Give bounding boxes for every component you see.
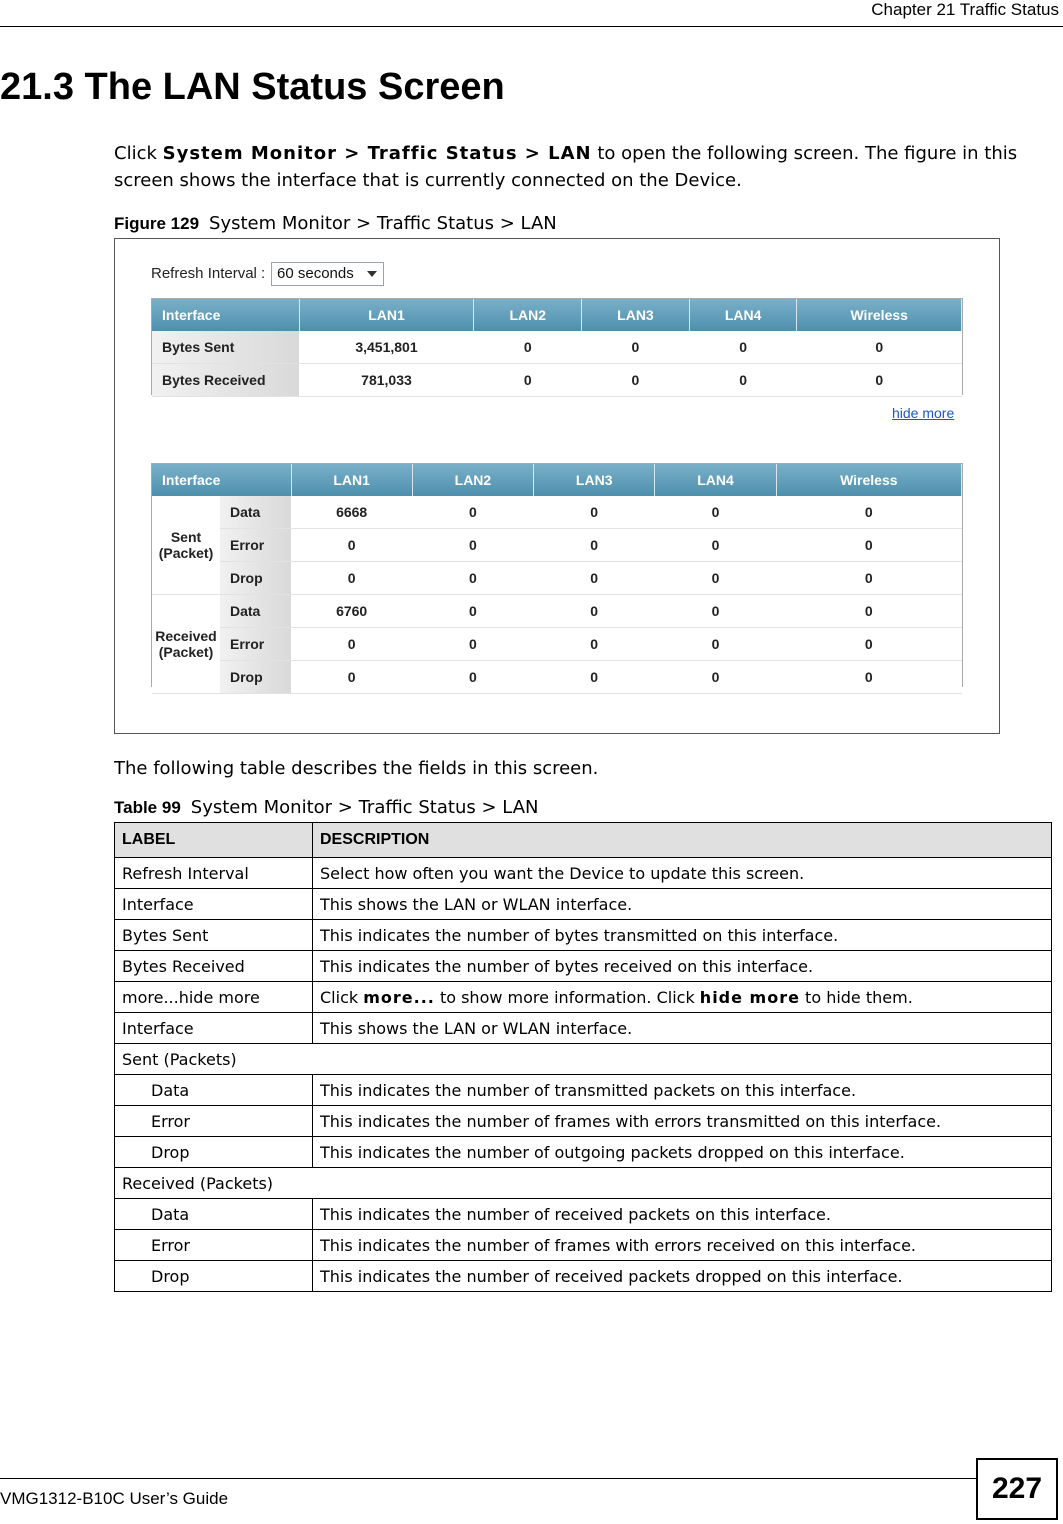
field-description: This indicates the number of bytes transmitted on this interface. — [313, 920, 1052, 951]
bytes-table — [152, 299, 962, 397]
footer-rule — [0, 1478, 976, 1479]
field-label: Bytes Received — [115, 951, 313, 982]
cell-value: 781,033 — [299, 364, 474, 397]
table-row — [115, 1261, 1052, 1292]
chevron-down-icon — [367, 271, 377, 277]
packet-table-header — [152, 464, 962, 496]
table-row — [115, 1075, 1052, 1106]
column-header-5: Wireless — [776, 464, 961, 496]
table-row — [115, 889, 1052, 920]
cell-value: 0 — [776, 595, 961, 628]
group-row-label: Sent (Packets) — [115, 1044, 1052, 1075]
intro-line2: screen shows the interface that is currently connected on the Device. — [114, 170, 742, 191]
column-header-1: LAN1 — [291, 464, 412, 496]
section-title: 21.3 The LAN Status Screen — [0, 66, 505, 108]
cell-value: 0 — [534, 595, 655, 628]
packet-table — [152, 464, 962, 694]
cell-value: 0 — [474, 331, 582, 364]
cell-value: 0 — [412, 562, 533, 595]
field-description — [313, 982, 1052, 1013]
intro-pre: Click — [114, 143, 163, 164]
description-table-header — [115, 823, 1052, 858]
field-label: Drop — [115, 1261, 313, 1292]
cell-value: 0 — [534, 529, 655, 562]
group-row-label: Received (Packets) — [115, 1168, 1052, 1199]
field-description: This indicates the number of frames with errors transmitted on this interface. — [313, 1106, 1052, 1137]
cell-value: 0 — [291, 628, 412, 661]
field-description: This indicates the number of outgoing packets dropped on this interface. — [313, 1137, 1052, 1168]
description-desc-b2: hide more — [699, 987, 800, 1007]
description-column-header: DESCRIPTION — [313, 823, 1052, 858]
cell-value: 0 — [797, 364, 962, 397]
cell-value: 0 — [655, 529, 776, 562]
table-row — [115, 1106, 1052, 1137]
cell-value: 0 — [534, 661, 655, 694]
field-label: Error — [115, 1106, 313, 1137]
cell-value: 0 — [534, 562, 655, 595]
row-label: Data — [220, 496, 291, 529]
figure-screenshot — [114, 238, 1000, 734]
column-header-2: LAN2 — [412, 464, 533, 496]
cell-value: 6760 — [291, 595, 412, 628]
table-row — [115, 951, 1052, 982]
cell-value: 0 — [412, 496, 533, 529]
field-description: This indicates the number of frames with errors received on this interface. — [313, 1230, 1052, 1261]
cell-value: 0 — [582, 364, 690, 397]
row-label: Error — [220, 628, 291, 661]
refresh-interval-select[interactable] — [271, 262, 384, 286]
header-rule — [0, 26, 1063, 27]
row-label: Error — [220, 529, 291, 562]
row-label: Drop — [220, 562, 291, 595]
intro-paragraph — [114, 140, 1017, 194]
cell-value: 0 — [291, 562, 412, 595]
table-row — [152, 529, 962, 562]
page-number: 227 — [976, 1458, 1058, 1520]
cell-value: 0 — [689, 364, 797, 397]
field-label: Data — [115, 1075, 313, 1106]
chapter-header: Chapter 21 Traffic Status — [871, 0, 1059, 19]
table-row — [152, 364, 962, 397]
cell-value: 0 — [776, 628, 961, 661]
figure-caption — [114, 213, 557, 234]
cell-value: 3,451,801 — [299, 331, 474, 364]
table-row — [115, 1230, 1052, 1261]
cell-value: 0 — [689, 331, 797, 364]
cell-value: 0 — [655, 628, 776, 661]
cell-value: 0 — [797, 331, 962, 364]
bytes-table-header — [152, 299, 962, 331]
cell-value: 0 — [412, 628, 533, 661]
cell-value: 6668 — [291, 496, 412, 529]
table-row — [152, 628, 962, 661]
intro-post: to open the following screen. The figure in this — [591, 143, 1018, 164]
cell-value: 0 — [412, 661, 533, 694]
guide-title: VMG1312-B10C User’s Guide — [0, 1489, 229, 1508]
table-row — [152, 595, 962, 628]
cell-value: 0 — [412, 595, 533, 628]
table-label: Table 99 — [114, 798, 181, 817]
refresh-interval-label: Refresh Interval : — [151, 265, 266, 282]
column-header-3: LAN3 — [582, 299, 690, 331]
field-description: This indicates the number of received packets dropped on this interface. — [313, 1261, 1052, 1292]
cell-value: 0 — [655, 595, 776, 628]
intro-menu-path: System Monitor > Traffic Status > LAN — [162, 143, 592, 164]
field-label: Data — [115, 1199, 313, 1230]
cell-value: 0 — [776, 529, 961, 562]
field-label: Refresh Interval — [115, 858, 313, 889]
description-desc-mid: to show more information. Click — [434, 987, 700, 1007]
table-row — [115, 1168, 1052, 1199]
column-header-4: LAN4 — [689, 299, 797, 331]
row-label: Drop — [220, 661, 291, 694]
field-description: This indicates the number of transmitted packets on this interface. — [313, 1075, 1052, 1106]
table-row — [115, 1199, 1052, 1230]
table-intro: The following table describes the fields in this screen. — [114, 758, 599, 779]
cell-value: 0 — [291, 529, 412, 562]
table-row — [115, 858, 1052, 889]
label-column-header: LABEL — [115, 823, 313, 858]
table-row — [152, 661, 962, 694]
table-row — [115, 1044, 1052, 1075]
column-header-4: LAN4 — [655, 464, 776, 496]
table-row — [152, 496, 962, 529]
hide-more-link[interactable]: hide more — [892, 405, 955, 421]
cell-value: 0 — [776, 496, 961, 529]
column-header-5: Wireless — [797, 299, 962, 331]
cell-value: 0 — [291, 661, 412, 694]
table-row — [152, 562, 962, 595]
table-row — [115, 920, 1052, 951]
received-group-label: Received (Packet) — [152, 595, 220, 694]
figure-label: Figure 129 — [114, 214, 200, 233]
cell-value: 0 — [534, 628, 655, 661]
field-description: This indicates the number of bytes received on this interface. — [313, 951, 1052, 982]
field-label: more...hide more — [115, 982, 313, 1013]
column-header-0: Interface — [152, 299, 299, 331]
cell-value: 0 — [474, 364, 582, 397]
description-desc-pre: Click — [320, 987, 364, 1007]
table-row — [115, 1013, 1052, 1044]
field-label: Error — [115, 1230, 313, 1261]
cell-value: 0 — [776, 562, 961, 595]
table-row — [152, 331, 962, 364]
row-label: Data — [220, 595, 291, 628]
refresh-interval-row — [151, 265, 354, 282]
cell-value: 0 — [412, 529, 533, 562]
field-label: Drop — [115, 1137, 313, 1168]
column-header-1: LAN1 — [299, 299, 474, 331]
field-description: This shows the LAN or WLAN interface. — [313, 1013, 1052, 1044]
table-row — [115, 982, 1052, 1013]
cell-value: 0 — [582, 331, 690, 364]
cell-value: 0 — [655, 562, 776, 595]
field-label: Interface — [115, 889, 313, 920]
description-desc-post: to hide them. — [799, 987, 913, 1007]
table-row — [115, 1137, 1052, 1168]
description-table — [114, 822, 1052, 1292]
field-label: Bytes Sent — [115, 920, 313, 951]
row-label: Bytes Sent — [152, 331, 299, 364]
description-desc-b1: more... — [363, 987, 435, 1007]
table-caption-text: System Monitor > Traffic Status > LAN — [190, 797, 539, 818]
figure-caption-text: System Monitor > Traffic Status > LAN — [209, 213, 557, 234]
field-description: This indicates the number of received packets on this interface. — [313, 1199, 1052, 1230]
column-header-2: LAN2 — [474, 299, 582, 331]
cell-value: 0 — [655, 496, 776, 529]
field-description: This shows the LAN or WLAN interface. — [313, 889, 1052, 920]
field-description: Select how often you want the Device to update this screen. — [313, 858, 1052, 889]
row-label: Bytes Received — [152, 364, 299, 397]
column-header-3: LAN3 — [534, 464, 655, 496]
cell-value: 0 — [534, 496, 655, 529]
field-label: Interface — [115, 1013, 313, 1044]
cell-value: 0 — [655, 661, 776, 694]
table-caption — [114, 797, 538, 818]
refresh-interval-value: 60 seconds — [277, 265, 354, 282]
cell-value: 0 — [776, 661, 961, 694]
column-header-0: Interface — [152, 464, 291, 496]
sent-group-label: Sent (Packet) — [152, 496, 220, 595]
